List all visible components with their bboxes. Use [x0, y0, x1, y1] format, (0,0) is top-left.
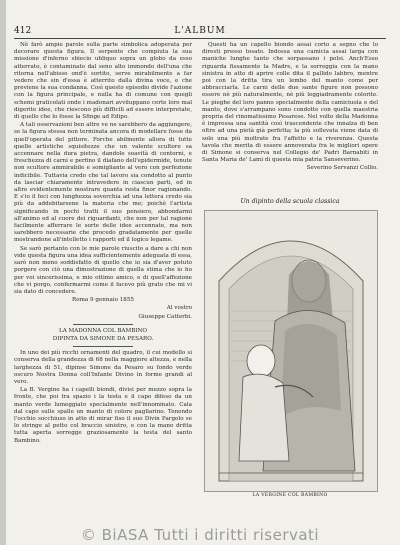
right-column [202, 42, 378, 174]
page-header [14, 26, 386, 39]
illustration-caption: Un dipinto della scuola classica [240, 198, 340, 205]
paragraph: A tali osservazioni ben altre ve ne sarebbero da aggiungere, se la figura stessa non terminata ancora di modellare fosse da quell'operata del pittore. Forche abilmente allora di tutte quelle artistiche squisitezze che un valente scultore sa accennare nella dura pietra, dandole soavità di contorni, e freschezza di carni e perfino il diafano dell'epidermide, tenute non scultore ammirabile e somigliante al vero con perfezione indicibile. Tuttavia credo che tal lavoro sia condotto al punto da lasciar chiaramente intravedere in ciascun parti, ed in altre evidentemente mostrare quanta resta finor ragionando. E s'io il feci con lunghezza soverchia ad una lettera credo sia più da addebitarsene la materia che me; poichè l'artista significando in pochi tratti il suo pensiero, abbondarmi all'animo ed al cuore dei riguardanti, che non per tal ragione facilmente afferrare le sorte delle idee accennate, ma non sarebbero necessarie che procedo gradatamente per quelle mostrandone all'intelletto i rapporti ed il logico legame. [14, 122, 192, 244]
left-column [14, 42, 192, 446]
signature: Severino Servanzi Collio. [306, 165, 378, 172]
engraving-madonna-with-child [204, 210, 378, 492]
journal-title: L'ALBUM [174, 26, 226, 36]
engraving-image [205, 211, 377, 491]
section-title: LA MADONNA COL BAMBINO [58, 327, 147, 334]
paragraph: In uno dei più ricchi ornamenti del quadro, il cui modello si conserva della grandezza di 68 nella maggiore altezza, e nella larghezza di 51, dipinse Simone da Pesaro su fondo verde oscuro Nostra Donna coll'Infante Divino in forme grandi al vero. [14, 350, 192, 385]
engraving-caption: LA VERGINE COL BAMBINO [252, 493, 328, 498]
salutation: Al vostro [166, 305, 192, 312]
divider [73, 324, 133, 325]
section-subtitle: DIPINTA DA SIMONE DA PESARO. [52, 335, 154, 342]
paragraph: La B. Vergine ha i capelli biondi, divisi per mezzo sopra la fronte, che poi tra spazio i la testa e il capo difeso da un manto verde lumeggiato specialmente nell'innominato. Cala dal capo sulle spalle un manto di colore pagliarino. Tenendo l'occhio socchiuso in atto di mirar fiso il suo Divin Pargolo se lo stringe al petto col braccio sinistro, e con la mano dritta tutta aperta sorregge graziosamente la testa del santo Bambino. [14, 387, 192, 444]
signature: Giuseppe Catterbi. [138, 313, 192, 320]
paragraph: Se sarò pertanto con le mie parole riuscito a dare a chi non vide questa figura una idea sufficientemente adeguata di essa, sarò non meno soddisfatto di quello che io sia d'aver potuto porgere con ciò una dimostrazione di quella stima che io ho per voi sincerissima, e mio ottimo amico, e di quell'affezione che vi porgo, confermarmi come il facevo più grato che mi vi sia dato di concedere. [14, 245, 192, 295]
dateline: Roma 9 gennaio 1855 [72, 297, 134, 304]
page-number: 412 [14, 26, 32, 36]
paragraph: Questi ha un capello biondo assai corto a segno che lo diresti presso tosato. Indossa una camicia assai larga con maniche lunghe tanto che sorpassano i polsi. Anch'Esso riguarda fissamente la Madre, e la sorreggia con la mano sinistra in atto di aprire colle dita il pallido labbro, mentre poi con la dritta tira un lembo del manto come per abbracciarla. Le carni delle due sante figure non possono essere nè più naturalmente, nè più leggiadramente colorite. Le pieghe del loro panno specialmente della camiciuola e del manto, dove s'arrampano sono condotte con quella maestria propria del rinomatissimo Pesarese. Nel volto della Madonna è impressa una santità così trascendente che innalza di ben oltre ad una pietà già perfetta; la più sollevata viene data di solo una più inoltrate fra l'affetto e la riverenza. Questa tavola che merita di essere annoverata fra le migliori opere di Simone si conserva nel Collegio de' Padri Barnabiti in Santa Maria de' Lami di questa mia patria Sanseverino. [202, 42, 378, 164]
watermark-bottom: © BiASA Tutti i diritti riservati [80, 526, 320, 544]
paragraph: Nè farò ampie parole sulla parte simbolica adoperata per decorare questa figura. Il serpente che compiuta la sua missione d'inferno sbiecio ubliquo sopra un globo da esso atterrato, è contaminato dal seno alto immondo dell'una che ritorna nell'abisso ond'è sortito, serve mirabilmente a far vedere che sin d'essa è atterrito dalla divina voce, e che previene la sua condanna. Così questo episodio divide l'azione con la figura principale, e nulla ha di comune con quegli schemi graticolati onde i madonari avviluppano certe loro mal digerite idee, che riescono più difficili ad essere interpretate, di quello che lo fosse la Sfinge ad Edipo. [14, 42, 192, 121]
divider [73, 346, 133, 347]
